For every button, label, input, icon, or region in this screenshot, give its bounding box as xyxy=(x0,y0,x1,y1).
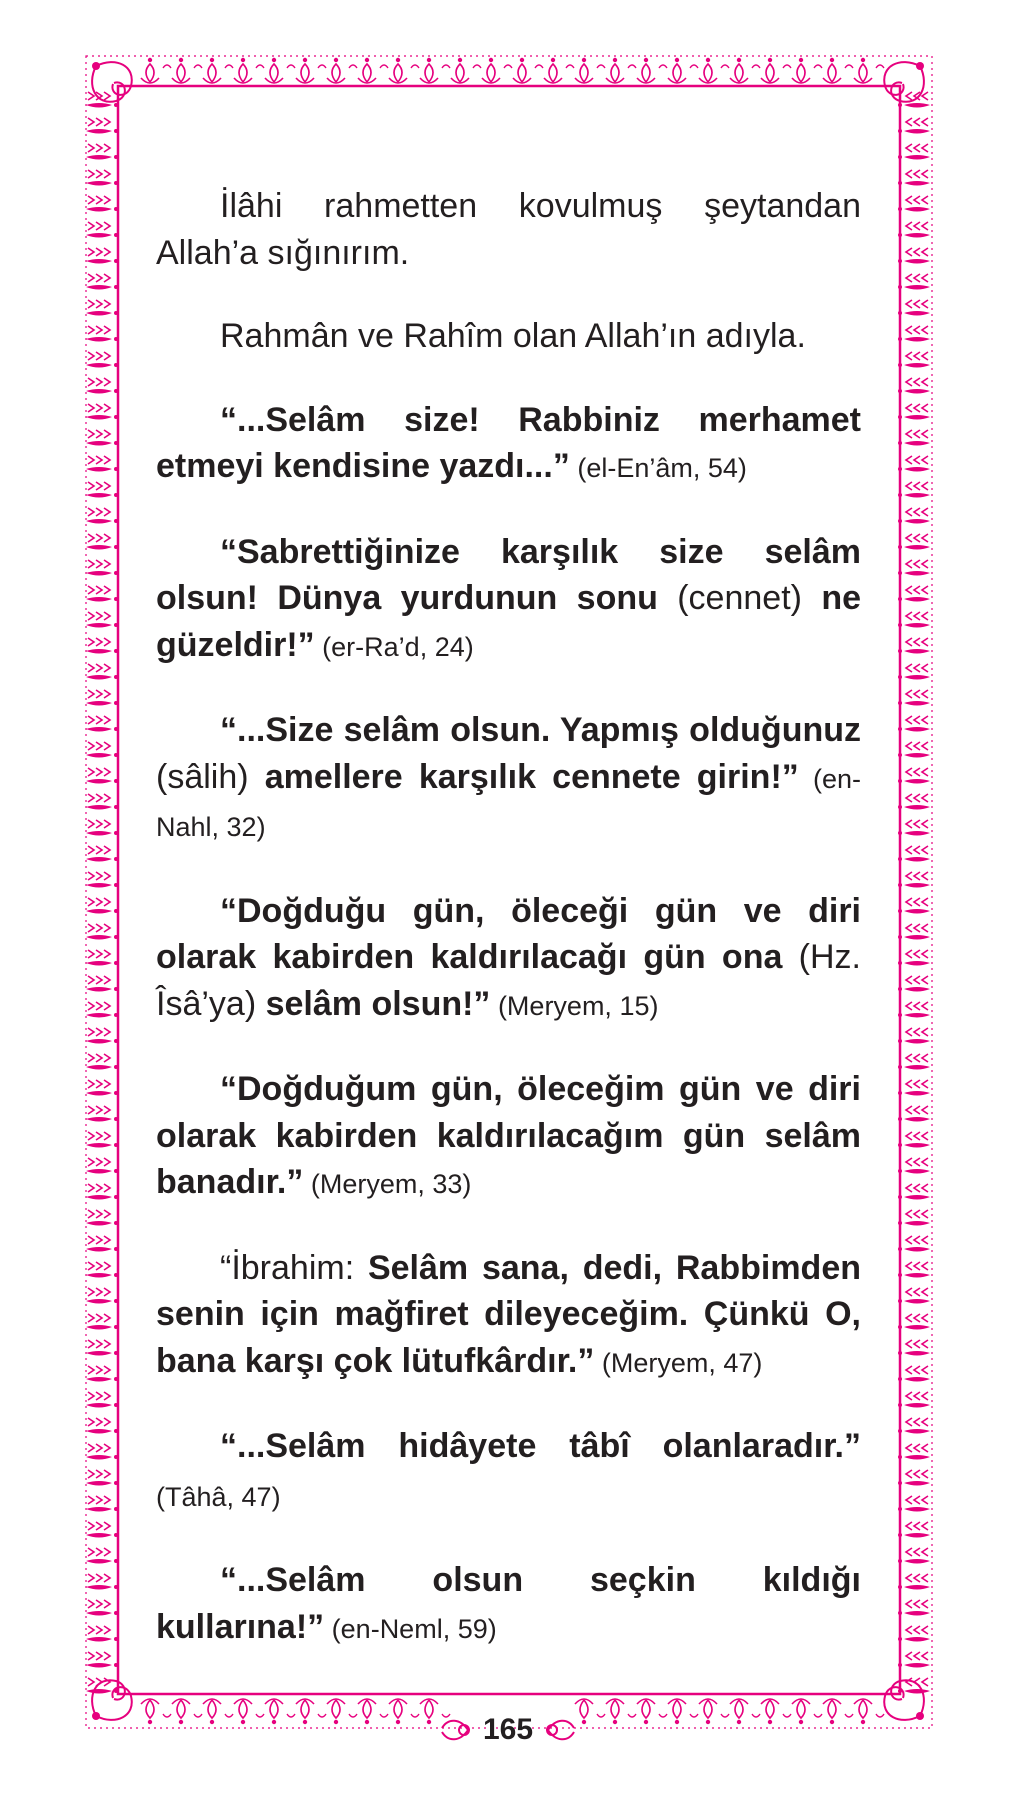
verse-paragraph xyxy=(156,529,861,671)
ornament-motif xyxy=(420,58,450,83)
ornament-motif xyxy=(898,1054,930,1070)
ornament-motif xyxy=(86,1314,118,1330)
ornament-motif xyxy=(141,58,171,83)
ornament-motif xyxy=(296,1699,326,1724)
ornament-motif xyxy=(898,1574,930,1590)
plain-text: Rahmân ve Rahîm olan Allah’ın adıyla. xyxy=(220,317,806,355)
verse-reference: (en-Neml, 59) xyxy=(324,1613,497,1644)
ornament-motif xyxy=(898,1080,930,1096)
ornament-motif xyxy=(141,1699,171,1724)
ornament-motif xyxy=(86,1106,118,1122)
ornament-motif xyxy=(86,976,118,992)
ornament-motif xyxy=(898,1340,930,1356)
ornament-motif xyxy=(898,794,930,810)
verse-text: “Doğduğum gün, öleceğim gün ve diri olarak kabirden kaldırılacağım gün selâm banadır.” xyxy=(156,1070,861,1201)
ornament-motif xyxy=(898,170,930,186)
ornament-motif xyxy=(898,586,930,602)
verse-text: ne güzeldir!” xyxy=(156,579,861,664)
verse-paragraph xyxy=(156,1066,861,1208)
ornament-motif xyxy=(898,1184,930,1200)
ornament-motif xyxy=(898,612,930,628)
ornament-motif xyxy=(823,58,853,83)
ornament-motif xyxy=(389,58,419,83)
ornament-motif xyxy=(86,1080,118,1096)
ornament-motif xyxy=(86,1574,118,1590)
ornament-motif xyxy=(898,1600,930,1616)
verse-reference: (Meryem, 15) xyxy=(490,990,659,1021)
verse-paragraph xyxy=(156,1557,861,1652)
ornament-motif xyxy=(898,1548,930,1564)
ornament-motif xyxy=(637,58,667,83)
verse-text: amellere karşılık cennete girin!” xyxy=(264,757,799,796)
ornament-motif xyxy=(898,1210,930,1226)
ornament-motif xyxy=(86,1626,118,1642)
ornament-motif xyxy=(898,950,930,966)
ornament-motif xyxy=(203,1699,233,1724)
ornament-motif xyxy=(86,898,118,914)
ornament-motif xyxy=(898,924,930,940)
ornament-motif xyxy=(699,58,729,83)
ornament-motif xyxy=(172,1699,202,1724)
ornament-motif xyxy=(86,196,118,212)
ornament-motif xyxy=(86,820,118,836)
verse-paragraph xyxy=(156,888,861,1030)
verse-paragraph xyxy=(156,707,861,851)
ornament-motif xyxy=(730,1699,760,1724)
ornament-motif xyxy=(898,456,930,472)
ornament-motif xyxy=(898,664,930,680)
ornament-motif xyxy=(234,1699,264,1724)
ornament-motif xyxy=(898,1366,930,1382)
ornament-motif xyxy=(730,58,760,83)
ornament-motif xyxy=(668,58,698,83)
ornament-motif xyxy=(86,482,118,498)
ornament-motif xyxy=(265,1699,295,1724)
ornament-motif xyxy=(86,144,118,160)
ornament-motif xyxy=(86,508,118,524)
ornament-motif xyxy=(86,1210,118,1226)
verse-text: “...Size selâm olsun. Yapmış olduğunuz xyxy=(220,711,861,749)
ornament-motif xyxy=(898,222,930,238)
ornament-motif xyxy=(86,560,118,576)
ornament-motif xyxy=(86,1522,118,1538)
verse-text: “...Selâm size! Rabbiniz merhamet etmeyi kendisine yazdı...” xyxy=(156,400,861,485)
ornament-motif xyxy=(86,872,118,888)
verse-paragraph xyxy=(156,1245,861,1387)
ornament-motif xyxy=(898,508,930,524)
ornament-motif xyxy=(699,1699,729,1724)
ornament-motif xyxy=(898,378,930,394)
ornament-motif xyxy=(898,1444,930,1460)
ornament-motif xyxy=(898,482,930,498)
verse-reference: (er-Ra’d, 24) xyxy=(314,631,474,662)
page-number-ornament-icon xyxy=(547,1721,574,1740)
ornament-motif xyxy=(898,1314,930,1330)
ornament-motif xyxy=(86,404,118,420)
verse-paragraph xyxy=(156,183,861,276)
ornament-motif xyxy=(86,222,118,238)
ornament-motif xyxy=(898,352,930,368)
ornament-motif xyxy=(86,586,118,602)
ornament-motif xyxy=(898,560,930,576)
ornament-motif xyxy=(86,1548,118,1564)
ornament-motif xyxy=(86,1418,118,1434)
ornament-motif xyxy=(898,976,930,992)
ornament-motif xyxy=(451,58,481,83)
ornament-motif xyxy=(898,1028,930,1044)
ornament-motif xyxy=(898,144,930,160)
ornament-motif xyxy=(792,1699,822,1724)
verse-reference: (Meryem, 47) xyxy=(594,1347,763,1378)
ornament-motif xyxy=(898,300,930,316)
ornament-motif xyxy=(898,1652,930,1668)
ornament-motif xyxy=(86,1340,118,1356)
ornament-motif xyxy=(898,716,930,732)
ornament-motif xyxy=(575,1699,605,1724)
verse-reference: (el-En’âm, 54) xyxy=(569,453,747,483)
ornament-motif xyxy=(86,1158,118,1174)
ornament-motif xyxy=(606,58,636,83)
ornament-motif xyxy=(86,1392,118,1408)
ornament-motif xyxy=(86,742,118,758)
ornament-motif xyxy=(513,58,543,83)
ornament-motif xyxy=(86,1262,118,1278)
ornament-motif xyxy=(86,1028,118,1044)
ornament-motif xyxy=(358,58,388,83)
ornament-motif xyxy=(898,1002,930,1018)
ornament-motif xyxy=(898,690,930,706)
ornament-motif xyxy=(898,1236,930,1252)
ornament-motif xyxy=(898,1158,930,1174)
ornament-motif xyxy=(327,58,357,83)
page-number-ornament-icon xyxy=(442,1721,469,1740)
ornament-motif xyxy=(86,300,118,316)
ornament-motif xyxy=(172,58,202,83)
ornament-motif xyxy=(898,404,930,420)
corner-swirl-icon xyxy=(884,1680,924,1720)
ornament-motif xyxy=(761,58,791,83)
ornament-motif xyxy=(854,58,884,83)
ornament-motif xyxy=(296,58,326,83)
ornament-motif xyxy=(898,742,930,758)
ornament-motif xyxy=(86,768,118,784)
ornament-motif xyxy=(898,118,930,134)
ornament-motif xyxy=(898,872,930,888)
ornament-motif xyxy=(86,716,118,732)
plain-text: “İbrahim: xyxy=(220,1248,368,1287)
ornament-motif xyxy=(898,638,930,654)
ornament-motif xyxy=(86,456,118,472)
corner-swirl-icon xyxy=(92,62,132,102)
ornament-motif xyxy=(898,768,930,784)
verse-paragraph xyxy=(156,1423,861,1520)
ornament-motif xyxy=(854,1699,884,1724)
ornament-motif xyxy=(606,1699,636,1724)
ornament-motif xyxy=(898,196,930,212)
ornament-motif xyxy=(86,170,118,186)
ornament-motif xyxy=(327,1699,357,1724)
ornament-motif xyxy=(86,326,118,342)
verse-text: Selâm sana, dedi, Rabbimden senin için mağfiret dileyeceğim. Çünkü O, bana karşı çok lütufkârdır.” xyxy=(156,1248,861,1380)
ornament-motif xyxy=(86,794,118,810)
verse-reference: (en-Nahl, 32) xyxy=(156,763,861,842)
verse-reference: (Meryem, 33) xyxy=(303,1169,472,1199)
plain-text: (cennet) xyxy=(657,579,822,617)
ornament-motif xyxy=(86,924,118,940)
ornament-motif xyxy=(86,1366,118,1382)
ornament-motif xyxy=(898,1106,930,1122)
ornament-motif xyxy=(898,898,930,914)
ornament-motif xyxy=(86,1600,118,1616)
plain-text: İlâhi rahmetten kovulmuş şeytandan Allah’a sığınırım. xyxy=(156,187,861,272)
ornament-motif xyxy=(898,1626,930,1642)
ornament-motif xyxy=(898,534,930,550)
ornament-motif xyxy=(86,664,118,680)
ornament-motif xyxy=(668,1699,698,1724)
ornament-motif xyxy=(234,58,264,83)
ornament-motif xyxy=(86,950,118,966)
verse-paragraph xyxy=(156,397,861,492)
ornament-motif xyxy=(86,1444,118,1460)
ornament-motif xyxy=(898,1132,930,1148)
ornament-motif xyxy=(637,1699,667,1724)
ornament-motif xyxy=(86,1496,118,1512)
ornament-motif xyxy=(898,430,930,446)
corner-swirl-icon xyxy=(92,1680,132,1720)
ornament-motif xyxy=(389,1699,419,1724)
corner-swirl-icon xyxy=(884,62,924,102)
ornament-motif xyxy=(898,1470,930,1486)
plain-text: (Hz. Îsâ’ya) xyxy=(156,938,861,1023)
ornament-motif xyxy=(898,248,930,264)
ornament-motif xyxy=(86,534,118,550)
ornament-motif xyxy=(203,58,233,83)
ornament-motif xyxy=(86,1054,118,1070)
ornament-motif xyxy=(86,612,118,628)
ornament-motif xyxy=(482,58,512,83)
ornament-motif xyxy=(898,1496,930,1512)
ornament-motif xyxy=(898,820,930,836)
verse-text: “...Selâm olsun seçkin kıldığı kullarına!” xyxy=(156,1561,861,1646)
ornament-motif xyxy=(86,118,118,134)
ornament-motif xyxy=(898,1522,930,1538)
ornament-motif xyxy=(761,1699,791,1724)
plain-text: (sâlih) xyxy=(156,757,265,796)
ornament-motif xyxy=(265,58,295,83)
verse-text: “Sabrettiğinize karşılık size selâm olsun! Dünya yurdunun sonu xyxy=(156,532,861,617)
ornament-motif xyxy=(86,1288,118,1304)
ornament-motif xyxy=(792,58,822,83)
verse-text: “Doğduğu gün, öleceği gün ve diri olarak kabirden kaldırılacağı gün ona xyxy=(156,891,861,976)
ornament-motif xyxy=(86,1652,118,1668)
ornament-motif xyxy=(86,352,118,368)
ornament-motif xyxy=(86,1002,118,1018)
ornament-motif xyxy=(898,846,930,862)
ornament-motif xyxy=(86,1236,118,1252)
ornament-motif xyxy=(898,1288,930,1304)
ornament-motif xyxy=(898,1392,930,1408)
ornament-motif xyxy=(898,1418,930,1434)
ornament-motif xyxy=(86,430,118,446)
page-number: 165 xyxy=(482,1713,534,1746)
ornament-motif xyxy=(898,274,930,290)
ornament-motif xyxy=(575,58,605,83)
ornament-motif xyxy=(86,274,118,290)
ornament-motif xyxy=(86,248,118,264)
verse-text: “...Selâm hidâyete tâbî olanlaradır.” xyxy=(220,1427,861,1465)
ornament-motif xyxy=(86,690,118,706)
ornament-motif xyxy=(358,1699,388,1724)
ornament-motif xyxy=(86,1132,118,1148)
ornament-motif xyxy=(823,1699,853,1724)
verse-reference: (Tâhâ, 47) xyxy=(156,1481,281,1512)
ornament-motif xyxy=(86,378,118,394)
ornament-motif xyxy=(898,326,930,342)
ornament-motif xyxy=(86,846,118,862)
ornament-motif xyxy=(420,1699,450,1724)
verse-text: selâm olsun!” xyxy=(265,984,491,1023)
verse-paragraph xyxy=(156,313,861,360)
ornament-motif xyxy=(86,1470,118,1486)
page-body xyxy=(156,183,861,1689)
ornament-motif xyxy=(86,1184,118,1200)
ornament-motif xyxy=(898,1262,930,1278)
ornament-motif xyxy=(86,638,118,654)
ornament-motif xyxy=(544,58,574,83)
